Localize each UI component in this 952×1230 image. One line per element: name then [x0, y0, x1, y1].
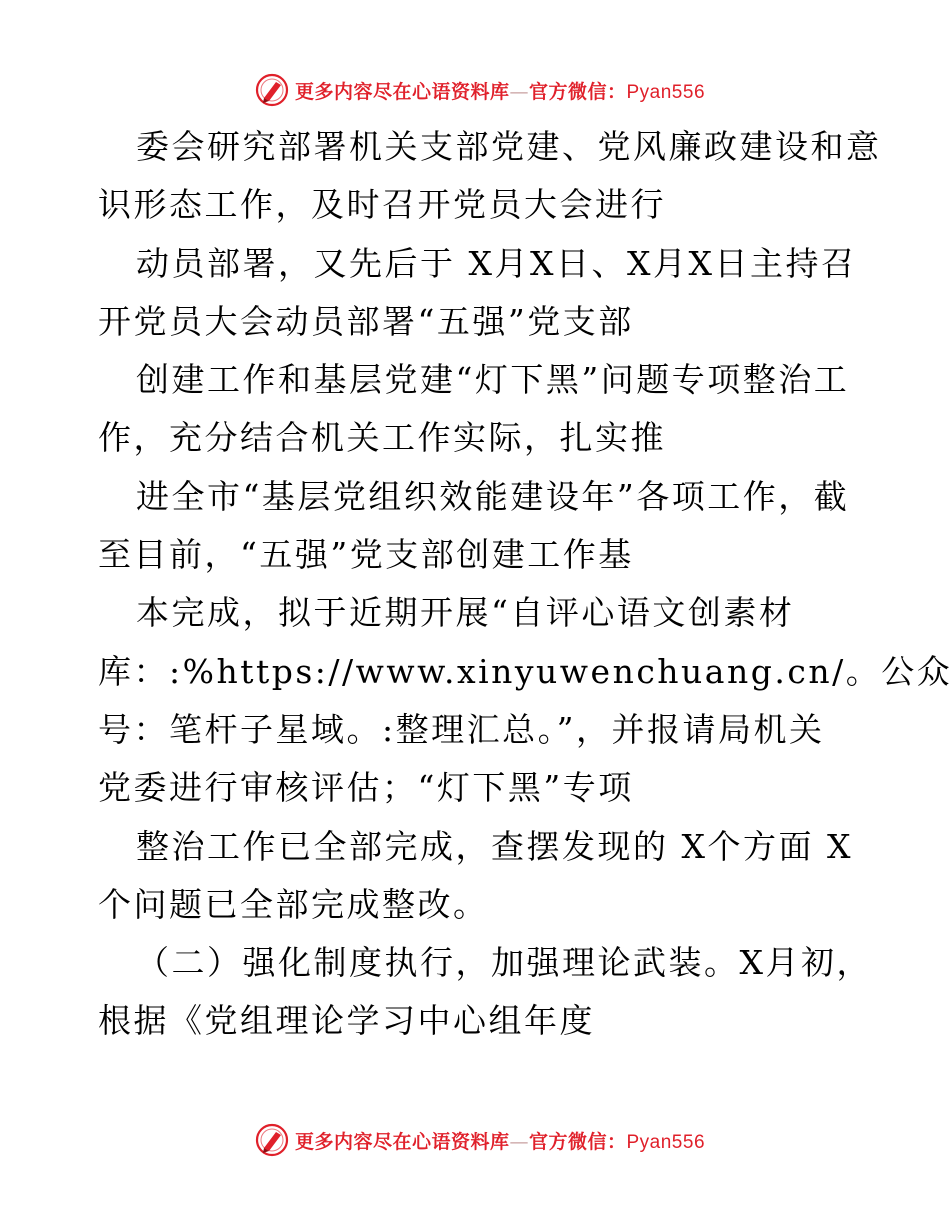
body-line: 根据《党组理论学习中心组年度 [98, 1001, 595, 1041]
body-line: （二）强化制度执行，加强理论武装。X月初， [136, 943, 872, 983]
body-line: 动员部署，又先后于 X月X日、X月X日主持召 [136, 243, 857, 283]
body-line: 库：:%https://www.xinyuwenchuang.cn/。公众 [98, 651, 952, 691]
footer-banner-separator: — [509, 1130, 529, 1153]
body-line: 党委进行审核评估；“灯下黑”专项 [98, 768, 634, 808]
pen-nib-logo-icon [255, 1123, 289, 1157]
footer-watermark-banner [0, 1120, 950, 1160]
body-line: 本完成，拟于近期开展“自评心语文创素材 [136, 593, 795, 633]
pen-nib-logo-icon [255, 73, 289, 107]
body-line: 个问题已全部完成整改。 [98, 884, 489, 924]
header-watermark-banner [0, 70, 950, 110]
footer-banner-main: 更多内容尽在心语资料库 [294, 1130, 510, 1153]
document-body [98, 118, 952, 1051]
body-line: 创建工作和基层党建“灯下黑”问题专项整治工 [136, 360, 850, 400]
body-line: 至目前，“五强”党支部创建工作基 [98, 535, 634, 575]
header-banner-main: 更多内容尽在心语资料库 [294, 80, 510, 103]
body-line: 整治工作已全部完成，查摆发现的 X个方面 X [136, 826, 853, 866]
header-banner-suffix: 官方微信： [528, 80, 627, 103]
body-line: 号：笔杆子星域。:整理汇总。”，并报请局机关 [98, 709, 825, 749]
body-line: 开党员大会动员部署“五强”党支部 [98, 301, 634, 341]
footer-banner-text [295, 1127, 705, 1154]
header-banner-account: Pyan556 [626, 81, 706, 103]
body-line: 作，充分结合机关工作实际，扎实推 [98, 418, 666, 458]
header-banner-separator: — [509, 80, 529, 103]
footer-banner-account: Pyan556 [626, 1131, 706, 1153]
header-banner-text [295, 77, 705, 104]
body-line: 识形态工作，及时召开党员大会进行 [98, 185, 666, 225]
body-line: 委会研究部署机关支部党建、党风廉政建设和意 [136, 127, 882, 166]
footer-banner-suffix: 官方微信： [528, 1130, 627, 1153]
body-line: 进全市“基层党组织效能建设年”各项工作，截 [136, 476, 850, 516]
